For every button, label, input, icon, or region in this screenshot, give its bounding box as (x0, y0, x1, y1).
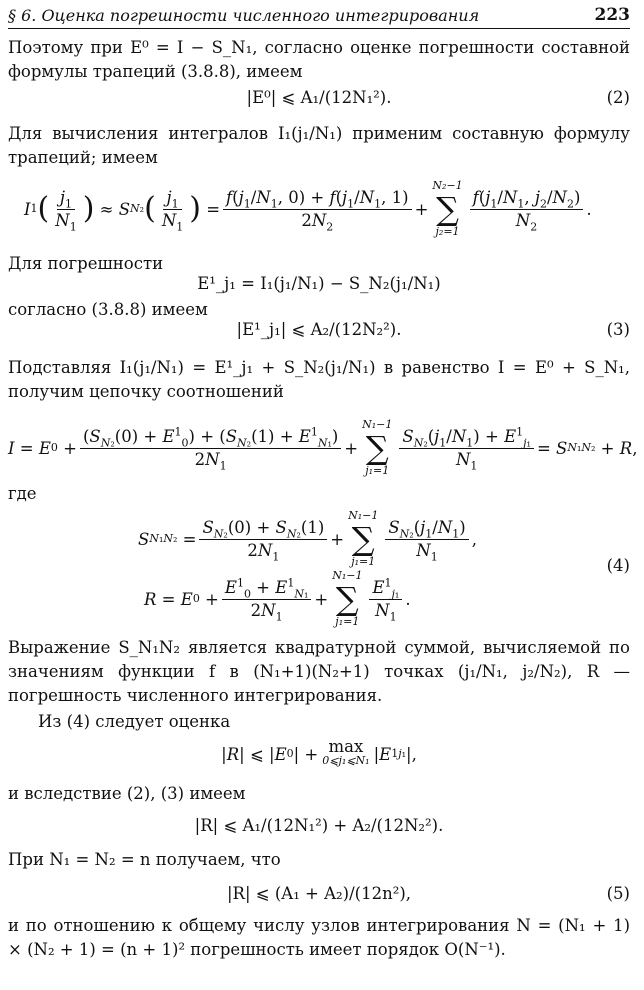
eq5-number: (5) (606, 884, 630, 903)
eq2-text: |E⁰| ⩽ A₁/(12N₁²). (246, 88, 392, 107)
paragraph-1 (8, 36, 630, 84)
paragraph-10 (8, 848, 630, 872)
eq5-text: |R| ⩽ (A₁ + A₂)/(12n²), (226, 884, 412, 903)
eq4-line2: R = E 0 + $\frac{E^1_0 + E^1_{N_1}}{2N_1}$ + N₁−1 ∑ j₁=1 $\frac{E^1_{j_1}}{N_1}$ . (144, 569, 411, 628)
page-number: 223 (594, 5, 630, 25)
equation-3 (8, 318, 630, 342)
eq3-text: |E¹_j₁| ⩽ A₂/(12N₂²). (236, 320, 402, 339)
error-definition (8, 272, 630, 296)
paragraph-9 (8, 782, 630, 806)
paragraph-5 (8, 356, 630, 404)
p6-text: где (8, 484, 37, 503)
max-estimate: | R | ⩽ | E 0 | + max 0⩽j₁⩽N₁ | E 1 j₁ |, (221, 737, 417, 767)
p5-text: Подставляя I₁(j₁/N₁) = E¹_j₁ + S_N₂(j₁/N₁) в равенство I = E⁰ + S_N₁, получим цепочку соотношений (8, 358, 630, 401)
paragraph-6 (8, 482, 630, 506)
eq2-number: (2) (606, 88, 630, 107)
running-header (8, 0, 630, 29)
eq-err-text: E¹_j₁ = I₁(j₁/N₁) − S_N₂(j₁/N₁) (197, 274, 441, 293)
p10-text: При N₁ = N₂ = n получаем, что (8, 850, 281, 869)
p8-text: Из (4) следует оценка (38, 712, 231, 731)
paragraph-7 (8, 636, 630, 708)
paragraph-2 (8, 122, 630, 170)
equation-2 (8, 86, 630, 110)
p2-text: Для вычисления интегралов I₁(j₁/N₁) применим составную формулу трапеций; имеем (8, 124, 630, 167)
paragraph-11 (8, 914, 630, 962)
chain-formula: I = E 0 + $\frac{(S_{N_2}(0) + E^1_0) + (S_{N_2}(1) + E^1_{N_1})}{2N_1}$ + N₁−1 ∑ j₁=1 $\frac{S_{N_2}(j_1/N_1) + E^1_{j_1}}{N_1}$ = S N₁N₂ + R , (8, 418, 638, 477)
p1-text: Поэтому при E⁰ = I − S_N₁, согласно оценке погрешности составной формулы трапеций (3.8.8), имеем (8, 38, 630, 81)
r-estimate (8, 814, 630, 838)
p4-text: согласно (3.8.8) имеем (8, 300, 208, 319)
p7-text: Выражение S_N₁N₂ является квадратурной суммой, вычисляемой по значениям функции f в (N₁+1)(N₂+1) точках (j₁/N₁, j₂/N₂), R — погрешность численного интегрирования. (8, 638, 630, 705)
p9-text: и вследствие (2), (3) имеем (8, 784, 246, 803)
p3-text: Для погрешности (8, 254, 164, 273)
trapezoid-formula: I 1 ( $\frac{j_1}{N_1}$ ) ≈ S N₂ ( $\frac{j_1}{N_1}$ ) = $\frac{f(j_1/N_1, 0) + f(j_1/N_1, 1)}{2N_2}$ + N₂−1 ∑ j₂=1 $\frac{f(j_1/N_1, j_2/N_2)}{N_2}$ . (24, 179, 592, 238)
eq-r2-text: |R| ⩽ A₁/(12N₁²) + A₂/(12N₂²). (194, 816, 444, 835)
section-title: § 6. Оценка погрешности численного интегрирования (8, 6, 480, 25)
eq4-line1: S N₁N₂ = $\frac{S_{N_2}(0) + S_{N_2}(1)}{2N_1}$ + N₁−1 ∑ j₁=1 $\frac{S_{N_2}(j_1/N_1)}{N_1}$ , (138, 509, 477, 568)
eq3-number: (3) (606, 320, 630, 339)
paragraph-8 (8, 710, 630, 734)
equation-5 (8, 882, 630, 906)
p11-text: и по отношению к общему числу узлов интегрирования N = (N₁ + 1) × (N₂ + 1) = (n + 1)² погрешность имеет порядок O(N⁻¹). (8, 916, 630, 959)
eq4-number: (4) (606, 556, 630, 575)
